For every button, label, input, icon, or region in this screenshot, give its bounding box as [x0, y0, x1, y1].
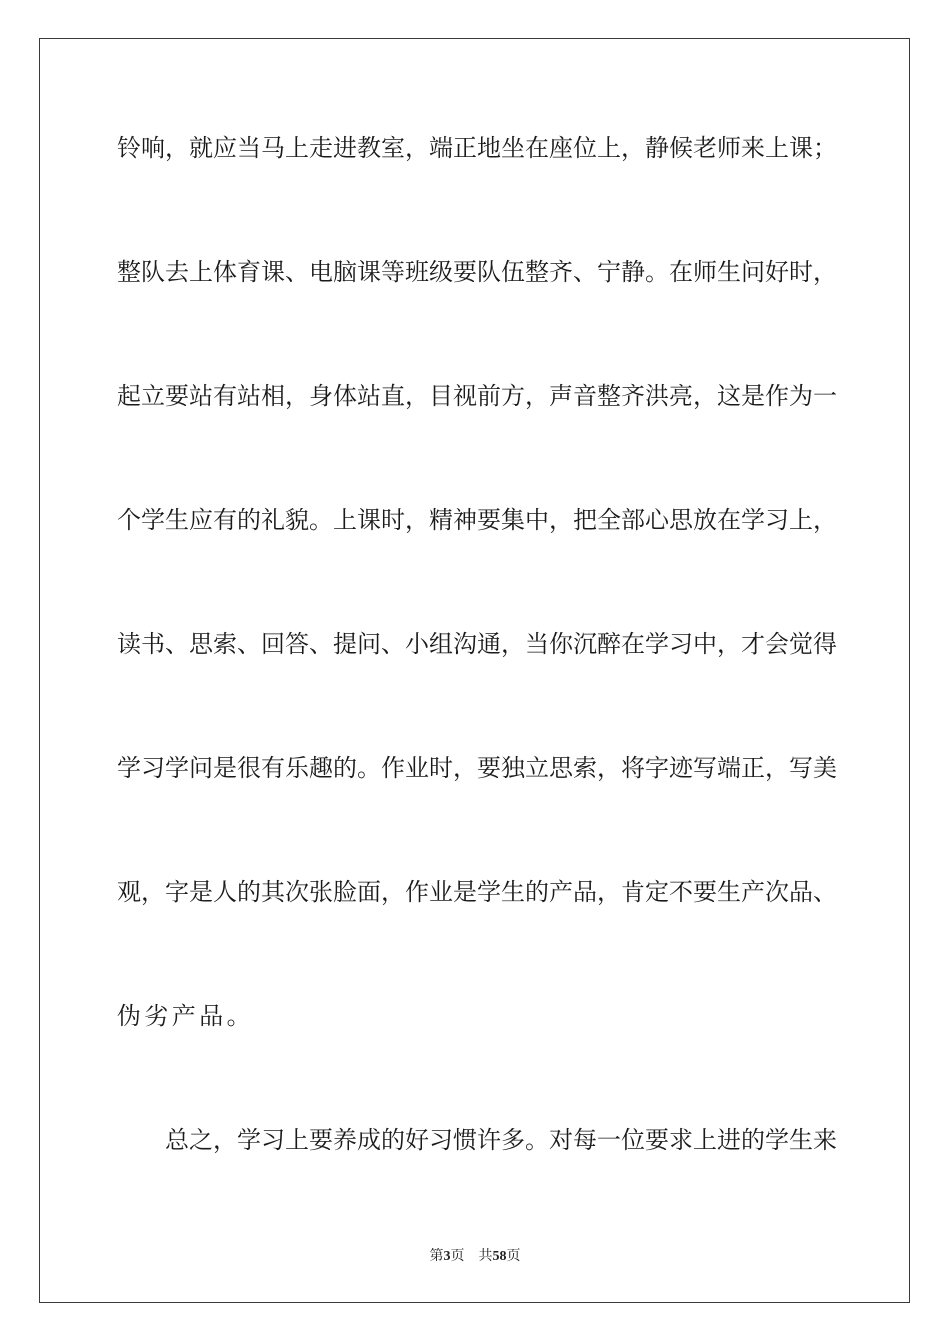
paragraph-line: 个学生应有的礼貌。上课时，精神要集中，把全部心思放在学习上， [117, 506, 837, 534]
page-border [39, 38, 910, 1303]
paragraph-line: 读书、思索、回答、提问、小组沟通，当你沉醉在学习中，才会觉得 [117, 630, 837, 658]
total-suffix: 页 [506, 1248, 521, 1264]
paragraph-line: 观，字是人的其次张脸面，作业是学生的产品，肯定不要生产次品、 [117, 878, 837, 906]
paragraph-line: 起立要站有站相，身体站直，目视前方，声音整齐洪亮，这是作为一 [117, 382, 837, 410]
total-pages: 58 [492, 1249, 507, 1264]
paragraph-line: 伪劣产品。 [117, 1002, 254, 1030]
page-suffix: 页 [450, 1248, 465, 1264]
page-number: 3 [443, 1249, 451, 1264]
page-prefix: 第 [429, 1248, 444, 1264]
paragraph-line: 铃响，就应当马上走进教室，端正地坐在座位上，静候老师来上课； [117, 134, 837, 162]
paragraph-line: 总之，学习上要养成的好习惯许多。对每一位要求上进的学生来 [165, 1126, 837, 1154]
paragraph-line: 学习学问是很有乐趣的。作业时，要独立思索，将字迹写端正，写美 [117, 754, 837, 782]
total-prefix: 共 [478, 1248, 493, 1264]
paragraph-line: 整队去上体育课、电脑课等班级要队伍整齐、宁静。在师生问好时， [117, 258, 837, 286]
page-footer [0, 1247, 950, 1266]
